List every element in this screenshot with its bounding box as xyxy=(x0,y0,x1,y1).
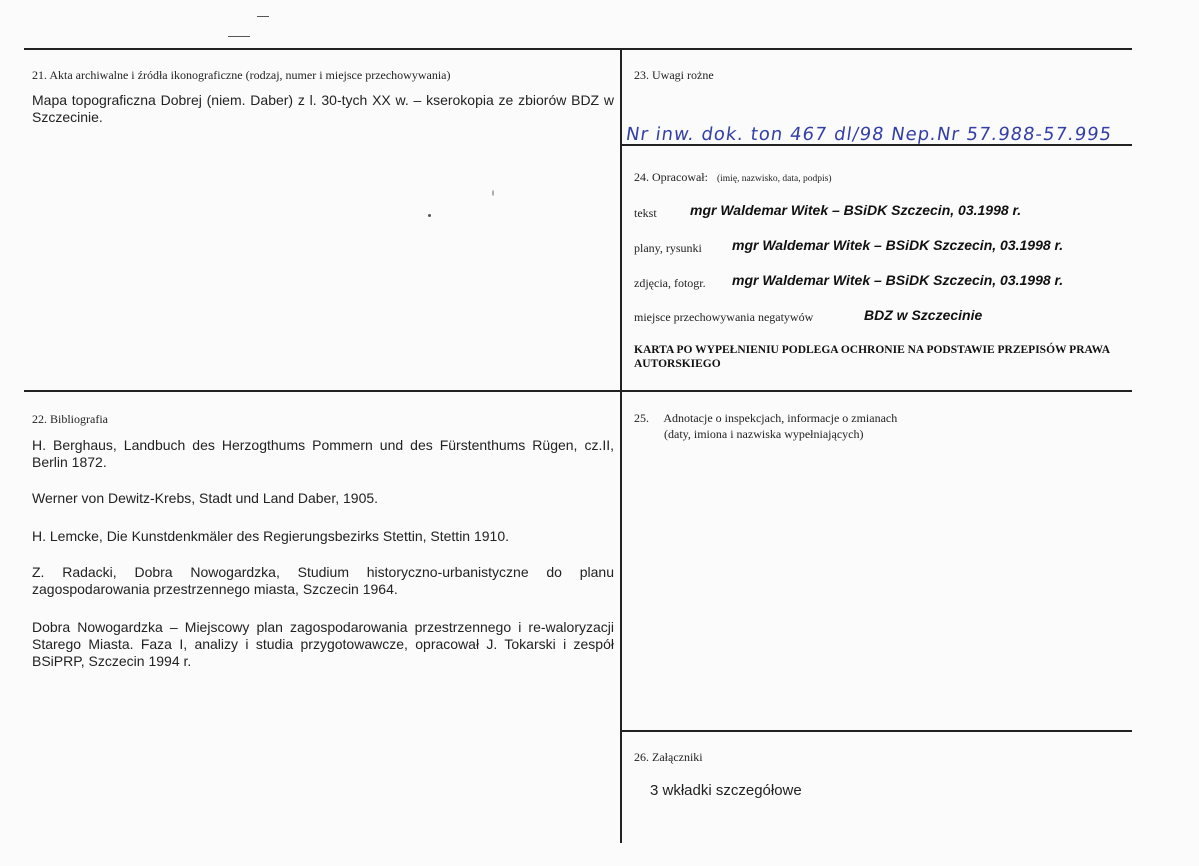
section-22-label: 22. Bibliografia xyxy=(32,412,108,426)
section-25-26-divider xyxy=(622,730,1132,732)
section-24-subtitle: (imię, nazwisko, data, podpis) xyxy=(716,174,832,184)
section-21-label: 21. Akta archiwalne i źródła ikonograficzne (rodzaj, numer i miejsce przechowywania) xyxy=(32,68,451,82)
top-border-line xyxy=(24,48,1132,50)
section-25-sublabel: (daty, imiona i nazwiska wypełniających) xyxy=(664,427,864,441)
author-row-label-negatives: miejsce przechowywania negatywów xyxy=(634,310,814,324)
author-row-value-text: mgr Waldemar Witek – BSiDK Szczecin, 03.1998 r. xyxy=(690,202,1022,218)
bibliography-entry: Werner von Dewitz-Krebs, Stadt und Land Daber, 1905. xyxy=(32,490,379,506)
author-row-label-photos: zdjęcia, fotogr. xyxy=(634,276,706,290)
author-row-label-text: tekst xyxy=(634,206,657,220)
scan-mark xyxy=(257,16,269,17)
author-row-label-plans: plany, rysunki xyxy=(634,241,702,255)
section-21-text: Mapa topograficzna Dobrej (niem. Daber) z l. 30-tych XX w. – kserokopia ze zbiorów BDZ w Szczecinie. xyxy=(32,92,614,125)
section-23-label: 23. Uwagi rożne xyxy=(634,68,714,82)
author-row-value-photos: mgr Waldemar Witek – BSiDK Szczecin, 03.1998 r. xyxy=(732,272,1064,288)
copyright-notice: KARTA PO WYPEŁNIENIU PODLEGA OCHRONIE NA PODSTAWIE PRZEPISÓW PRAWA AUTORSKIEGO xyxy=(634,344,1110,370)
attachments-text: 3 wkładki szczegółowe xyxy=(650,782,802,799)
bibliography-entry: H. Berghaus, Landbuch des Herzogthums Pommern und des Fürstenthums Rügen, cz.II, Berlin 1872. xyxy=(32,437,614,470)
author-row-value-plans: mgr Waldemar Witek – BSiDK Szczecin, 03.1998 r. xyxy=(732,237,1064,253)
scan-mark xyxy=(228,36,250,37)
bibliography-entry: Dobra Nowogardzka – Miejscowy plan zagospodarowania przestrzennego i re-waloryzacji Starego Miasta. Faza I, analizy i studia przygotowawcze, opracował J. Tokarski i zespół BSiPRP, Szczecin 1994 r. xyxy=(32,619,614,669)
section-26-label: 26. Załączniki xyxy=(634,750,703,764)
bibliography-entry: H. Lemcke, Die Kunstdenkmäler des Regierungsbezirks Stettin, Stettin 1910. xyxy=(32,528,510,544)
scan-speck xyxy=(428,214,431,217)
center-divider-line xyxy=(620,48,622,843)
section-24-label xyxy=(634,170,832,185)
author-row-value-negatives: BDZ w Szczecinie xyxy=(864,307,983,323)
middle-border-line xyxy=(24,390,1132,392)
bibliography-entry: Z. Radacki, Dobra Nowogardzka, Studium historyczno-urbanistyczne do planu zagospodarowania przestrzennego miasta, Szczecin 1964. xyxy=(32,564,614,597)
handwritten-inventory-note: Nr inw. dok. ton 467 dl/98 Nep.Nr 57.988-57.995 xyxy=(624,124,1114,145)
section-24-title: 24. Opracował: xyxy=(634,170,708,184)
scan-speck xyxy=(492,190,494,196)
section-25-label: 25. Adnotacje o inspekcjach, informacje o zmianach xyxy=(634,411,898,425)
